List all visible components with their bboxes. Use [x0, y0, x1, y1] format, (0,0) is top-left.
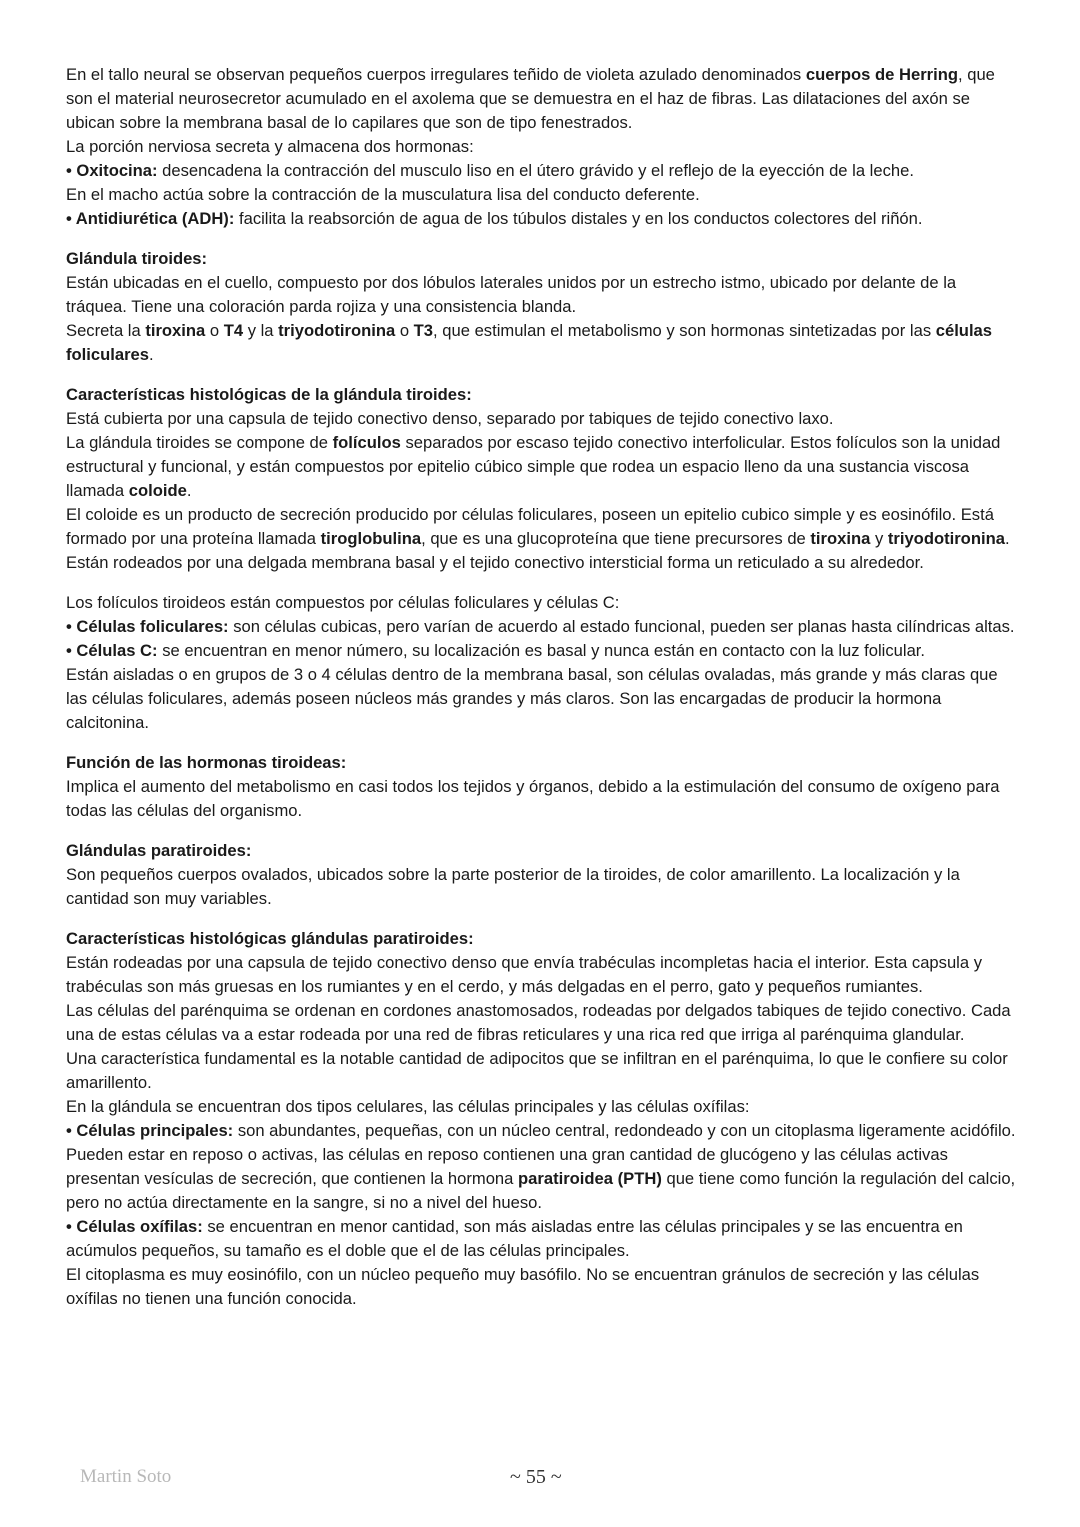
paragraph: Están rodeados por una delgada membrana basal y el tejido conectivo intersticial forma un reticulado a su alrededor. — [66, 553, 924, 572]
paragraph: La porción nerviosa secreta y almacena dos hormonas: — [66, 137, 474, 156]
bullet-item: • Células principales: son abundantes, pequeñas, con un núcleo central, redondeado y con un citoplasma ligeramente acidófilo. — [66, 1121, 1016, 1140]
section-heading: Función de las hormonas tiroideas: — [66, 753, 347, 772]
paragraph: En el macho actúa sobre la contracción de la musculatura lisa del conducto deferente. — [66, 185, 700, 204]
bullet-item: • Oxitocina: desencadena la contracción del musculo liso en el útero grávido y el reflejo de la eyección de la leche. — [66, 161, 914, 180]
section-heading: Características histológicas glándulas paratiroides: — [66, 929, 474, 948]
paragraph: En el tallo neural se observan pequeños cuerpos irregulares teñido de violeta azulado denominados cuerpos de Herring, que son el material neurosecretor acumulado en el axolema que se demuestra en el haz de fibras. Las dilataciones del axón se ubican sobre la membrana basal de lo capilares que son de tipo fenestrados. — [66, 65, 995, 132]
paragraph: Está cubierta por una capsula de tejido conectivo denso, separado por tabiques de tejido conectivo laxo. — [66, 409, 834, 428]
bullet-item: • Células foliculares: son células cubicas, pero varían de acuerdo al estado funcional, pueden ser planas hasta cilíndricas altas. — [66, 617, 1015, 636]
footer-author: Martin Soto — [80, 1466, 172, 1487]
paragraph: Implica el aumento del metabolismo en casi todos los tejidos y órganos, debido a la estimulación del consumo de oxígeno para todas las células del organismo. — [66, 777, 1000, 820]
paragraph: Son pequeños cuerpos ovalados, ubicados sobre la parte posterior de la tiroides, de color amarillento. La localización y la cantidad son muy variables. — [66, 865, 960, 908]
bullet-item: • Células oxífilas: se encuentran en menor cantidad, son más aisladas entre las células principales y se las encuentra en acúmulos pequeños, su tamaño es el doble que el de las células principales. — [66, 1217, 963, 1260]
paragraph: El coloide es un producto de secreción producido por células foliculares, poseen un epitelio cubico simple y es eosinófilo. Está formado por una proteína llamada tiroglobulina, que es una glucoproteína que tiene precursores de tiroxina y triyodotironina. — [66, 505, 1010, 548]
section-heading: Glándulas paratiroides: — [66, 841, 252, 860]
document-body — [66, 63, 1016, 1311]
paragraph: Una característica fundamental es la notable cantidad de adipocitos que se infiltran en el parénquima, lo que le confiere su color amarillento. — [66, 1049, 1008, 1092]
paragraph: Las células del parénquima se ordenan en cordones anastomosados, rodeadas por delgados tabiques de tejido conectivo. Cada una de estas células va a estar rodeada por una red de fibras reticulares y una rica red que irriga al parénquima glandular. — [66, 1001, 1011, 1044]
paragraph: Están ubicadas en el cuello, compuesto por dos lóbulos laterales unidos por un estrecho istmo, ubicado por delante de la tráquea. Tiene una coloración parda rojiza y una consistencia blanda. — [66, 273, 957, 316]
paragraph: Pueden estar en reposo o activas, las células en reposo contienen una gran cantidad de glucógeno y las células activas presentan vesículas de secreción, que contienen la hormona paratiroidea (PTH) que tiene como función la regulación del calcio, pero no actúa directamente en la sangre, si no a nivel del hueso. — [66, 1145, 1016, 1212]
page-number: ~ 55 ~ — [510, 1466, 562, 1488]
paragraph: En la glándula se encuentran dos tipos celulares, las células principales y las células oxífilas: — [66, 1097, 750, 1116]
section-heading: Glándula tiroides: — [66, 249, 208, 268]
bullet-item: • Antidiurética (ADH): facilita la reabsorción de agua de los túbulos distales y en los conductos colectores del riñón. — [66, 209, 923, 228]
paragraph: La glándula tiroides se compone de folículos separados por escaso tejido conectivo interfolicular. Estos folículos son la unidad estructural y funcional, y están compuestos por epitelio cúbico simple que rodea un espacio lleno da una sustancia viscosa llamada coloide. — [66, 433, 1001, 500]
paragraph: Están rodeadas por una capsula de tejido conectivo denso que envía trabéculas incompletas hacia el interior. Esta capsula y trabéculas son más gruesas en los rumiantes y en el cerdo, y más delgadas en el perro, gato y pequeños rumiantes. — [66, 953, 982, 996]
paragraph: Están aisladas o en grupos de 3 o 4 células dentro de la membrana basal, son células ovaladas, más grande y más claras que las células foliculares, además poseen núcleos más grandes y más claros. Son las encargadas de producir la hormona calcitonina. — [66, 665, 998, 732]
paragraph: Secreta la tiroxina o T4 y la triyodotironina o T3, que estimulan el metabolismo y son hormonas sintetizadas por las células foliculares. — [66, 321, 993, 364]
paragraph: El citoplasma es muy eosinófilo, con un núcleo pequeño muy basófilo. No se encuentran gránulos de secreción y las células oxífilas no tienen una función conocida. — [66, 1265, 980, 1308]
section-heading: Características histológicas de la glándula tiroides: — [66, 385, 472, 404]
bullet-item: • Células C: se encuentran en menor número, su localización es basal y nunca están en contacto con la luz folicular. — [66, 641, 926, 660]
paragraph: Los folículos tiroideos están compuestos por células foliculares y células C: — [66, 593, 620, 612]
